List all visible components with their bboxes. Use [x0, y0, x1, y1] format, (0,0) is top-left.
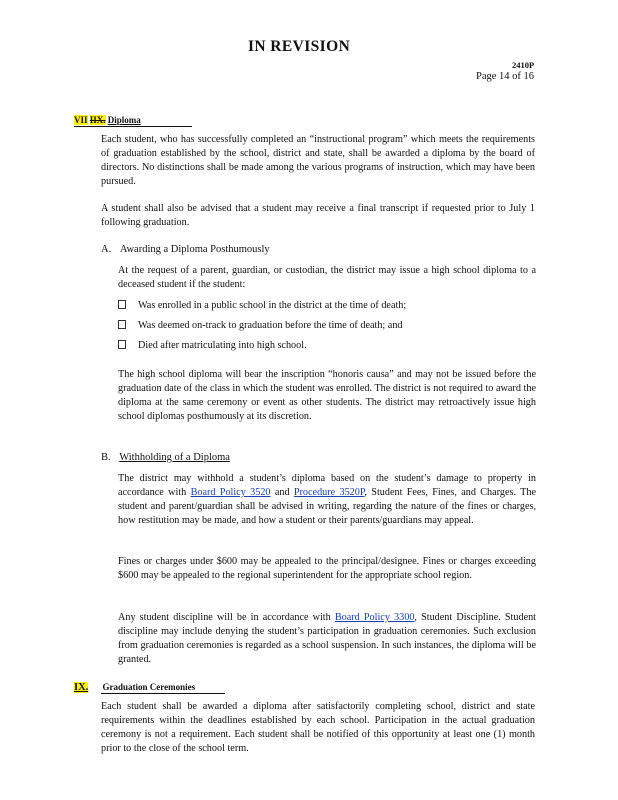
- section-vii-underline: [74, 126, 192, 127]
- bullet-item: Was deemed on-track to graduation before the time of death; and: [118, 320, 403, 331]
- diploma-paragraph-1: Each student, who has successfully completed an “instructional program” which meets the requirements of graduation established by the school, district and state, shall be awarded a diploma by the board of directors. No distinctions shall be made among the various programs of instruction, which may have been pursued.: [101, 134, 535, 187]
- board-policy-3520-link[interactable]: Board Policy 3520: [190, 487, 271, 498]
- graduation-ceremonies-paragraph: Each student shall be awarded a diploma after satisfactorily completing school, district and state requirements within the deadlines established by each school. Participation in the actual graduation ceremony is not a requirement. Each student shall be notified of this opportunity at least one (1) month prior to the close of the school term.: [101, 701, 535, 754]
- withholding-paragraph-2: Fines or charges under $600 may be appealed to the principal/designee. Fines or charges exceeding $600 may be appealed to the regional superintendent for the appropriate school region.: [118, 556, 536, 581]
- bullet-item: Died after matriculating into high school.: [118, 340, 307, 351]
- subsection-b-label: B.: [101, 452, 111, 463]
- withholding-paragraph-3: Any student discipline will be in accordance with Board Policy 3300, Student Discipline. Student discipline may include denying the student’s participation in graduation ceremonies. Such exclusion from graduation ceremonies is regarded as a school suspension. In such instances, the diploma will be granted.: [118, 612, 537, 665]
- section-roman-old: IIX.: [89, 115, 106, 125]
- honoris-causa-paragraph: The high school diploma will bear the inscription “honoris causa” and may not be issued before the graduation date of the class in which the student was enrolled. The district is not required to award the diploma at the same ceremony or event as other students. The district may retroactively issue high school diplomas posthumously at its discretion.: [118, 369, 536, 422]
- bullet-box-icon: [118, 340, 126, 349]
- page-number: Page 14 of 16: [476, 71, 535, 82]
- posthumous-intro: At the request of a parent, guardian, or custodian, the district may issue a high school diploma to a deceased student if the student:: [118, 265, 536, 290]
- section-ix-heading: [74, 682, 195, 693]
- section-ix-title: Graduation Ceremonies: [102, 682, 196, 692]
- document-title: IN REVISION: [248, 38, 351, 55]
- procedure-3520p-link[interactable]: Procedure 3520P: [293, 487, 365, 498]
- subsection-a-title: Awarding a Diploma Posthumously: [119, 244, 270, 255]
- section-vii-title: Diploma: [107, 115, 141, 125]
- bullet-item: Was enrolled in a public school in the district at the time of death;: [118, 300, 406, 311]
- subsection-a-heading: [101, 244, 270, 255]
- section-roman-new: VII: [74, 115, 88, 125]
- section-ix-roman: IX.: [74, 682, 89, 693]
- withholding-paragraph-1: The district may withhold a student’s diploma based on the student’s damage to property in accordance with Board Policy 3520 and Procedure 3520P, Student Fees, Fines, and Charges. The student and parent/guardian shall be advised in writing, regarding the nature of the fines or charges, how restitution may be made, and how a student or their parents/guardians may appeal.: [118, 473, 536, 526]
- subsection-a-label: A.: [101, 244, 112, 255]
- subsection-b-title: Withholding of a Diploma: [119, 452, 230, 463]
- document-code: 2410P: [512, 60, 535, 70]
- board-policy-3300-link[interactable]: Board Policy 3300: [334, 612, 415, 623]
- bullet-box-icon: [118, 300, 126, 309]
- bullet-box-icon: [118, 320, 126, 329]
- section-ix-underline: [101, 693, 225, 694]
- subsection-b-heading: [101, 452, 230, 463]
- section-vii-heading: [74, 115, 141, 125]
- diploma-paragraph-2: A student shall also be advised that a student may receive a final transcript if requested prior to July 1 following graduation.: [101, 203, 535, 228]
